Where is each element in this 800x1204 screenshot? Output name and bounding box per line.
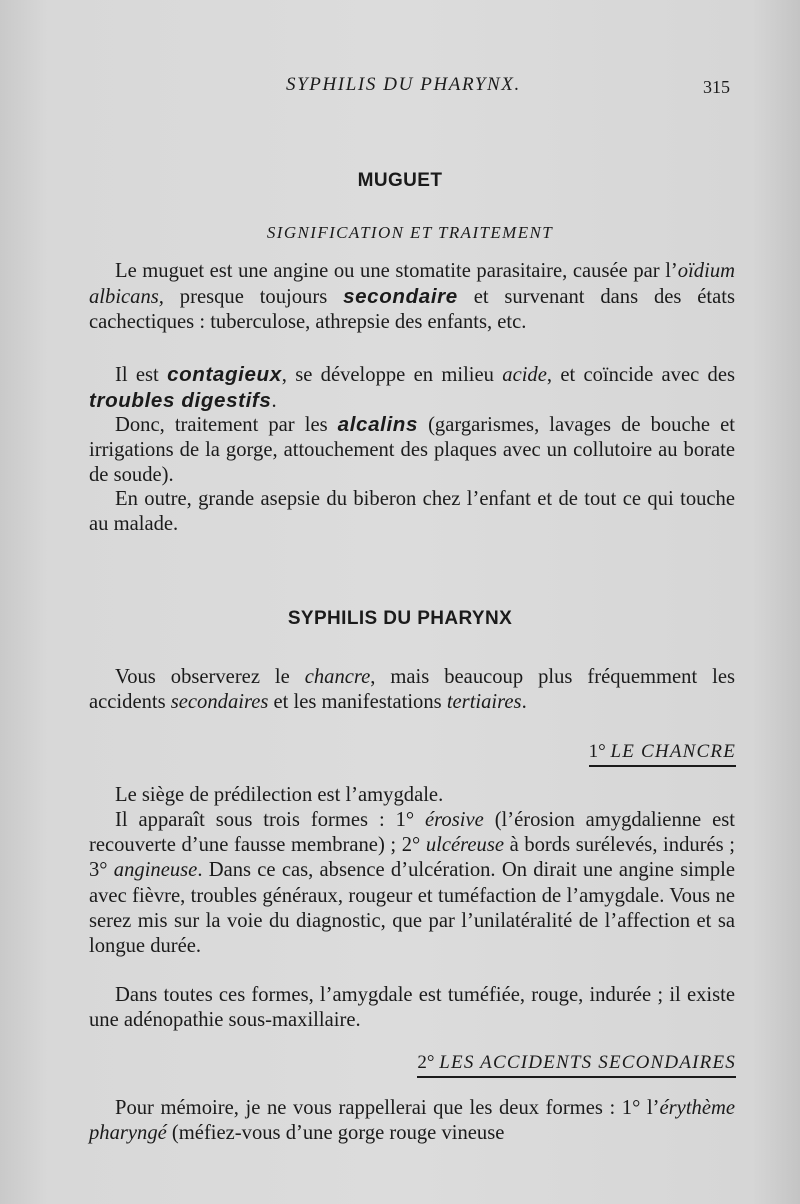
paragraph-chancre-2 xyxy=(89,808,735,959)
text-run: , mais beaucoup plus fréquemment les accidents xyxy=(89,666,735,714)
italic-run: chancre xyxy=(304,666,371,688)
text-run: Le muguet est une angine ou une stomatite parasitaire, causée par l’ xyxy=(115,260,678,282)
subsection-label-secondaires xyxy=(417,1052,736,1078)
text-run: et survenant dans des états cachectiques : tuberculose, athrepsie des enfants, etc. xyxy=(89,286,735,334)
text-run: Pour mémoire, je ne vous rappellerai que les deux formes : 1° l’ xyxy=(115,1097,660,1119)
subsection-label-chancre xyxy=(589,741,736,767)
italic-run: angineuse xyxy=(113,859,198,882)
section-title-muguet: MUGUET xyxy=(357,170,443,191)
italic-run: ulcéreuse xyxy=(425,834,504,857)
text-run: . xyxy=(521,691,527,714)
paragraph-muguet-4 xyxy=(89,487,735,537)
paragraph-muguet-3 xyxy=(89,412,735,489)
italic-run: acide xyxy=(502,364,547,386)
paragraph-syphilis-intro xyxy=(89,665,735,715)
text-run: Il est xyxy=(115,364,168,386)
text-run: Dans toutes ces formes, l’amygdale est tuméfiée, rouge, indurée ; il existe une adénopathie sous-maxillaire. xyxy=(89,984,735,1032)
emphasis-run: secondaire xyxy=(343,285,458,309)
subsection-title: LES ACCIDENTS SECONDAIRES xyxy=(439,1052,736,1073)
section-title-syphilis: SYPHILIS DU PHARYNX xyxy=(287,608,513,629)
subsection-number: 2° xyxy=(417,1052,435,1073)
text-run: presque toujours xyxy=(163,286,344,309)
page-number: 315 xyxy=(703,77,730,97)
italic-run: érythème pharyngé xyxy=(89,1097,735,1145)
emphasis-run: alcalins xyxy=(337,413,419,436)
paragraph-muguet-2 xyxy=(89,362,735,414)
italic-run: érosive xyxy=(425,809,484,831)
italic-run: secondaires xyxy=(170,691,269,714)
text-run: En outre, grande asepsie du biberon chez l’enfant et de tout ce qui touche au malade. xyxy=(89,488,735,536)
text-run: à bords surélevés, indurés ; 3° xyxy=(89,834,736,882)
running-head xyxy=(0,74,800,104)
italic-run: oïdium albicans, xyxy=(89,260,735,309)
text-run: (gargarismes, lavages de bouche et irrigations de la gorge, attouchement des plaques avec un collutoire au borate de soude). xyxy=(89,414,735,487)
text-run: Donc, traitement par les xyxy=(115,414,338,436)
text-run: et les manifestations xyxy=(268,691,447,714)
running-head-title: SYPHILIS DU PHARYNX. xyxy=(286,74,521,95)
text-run: , et coïncide avec des xyxy=(546,364,736,386)
text-run: . Dans ce cas, absence d’ulcération. On dirait une angine simple avec fièvre, troubles généraux, rougeur et tuméfaction de l’amygdale. Vous ne serez mis sur la voie du diagnostic, que par l’unilatéralité de l’affection et sa longue durée. xyxy=(89,859,735,958)
text-run: Vous observerez le xyxy=(115,666,305,688)
italic-run: tertiaires xyxy=(446,691,522,714)
section-subtitle-muguet: SIGNIFICATION ET TRAITEMENT xyxy=(266,223,554,242)
paragraph-muguet-1 xyxy=(89,259,735,336)
text-run: . xyxy=(271,390,277,413)
emphasis-run: contagieux xyxy=(167,363,282,386)
text-run: , se développe en milieu xyxy=(281,364,503,386)
paragraph-chancre-3 xyxy=(89,983,735,1033)
emphasis-run: troubles digestifs xyxy=(89,389,272,413)
subsection-number: 1° xyxy=(588,741,606,762)
text-run: Le siège de prédilection est l’amygdale. xyxy=(115,784,444,806)
paragraph-chancre-1 xyxy=(89,783,735,808)
text-run: (l’érosion amygdalienne est recouverte d’une fausse membrane) ; 2° xyxy=(89,809,735,857)
text-run: (méfiez-vous d’une gorge rouge vineuse xyxy=(166,1122,505,1145)
paragraph-secondaires-1 xyxy=(89,1096,735,1146)
text-run: Il apparaît sous trois formes : 1° xyxy=(115,809,426,831)
subsection-title: LE CHANCRE xyxy=(610,741,736,762)
